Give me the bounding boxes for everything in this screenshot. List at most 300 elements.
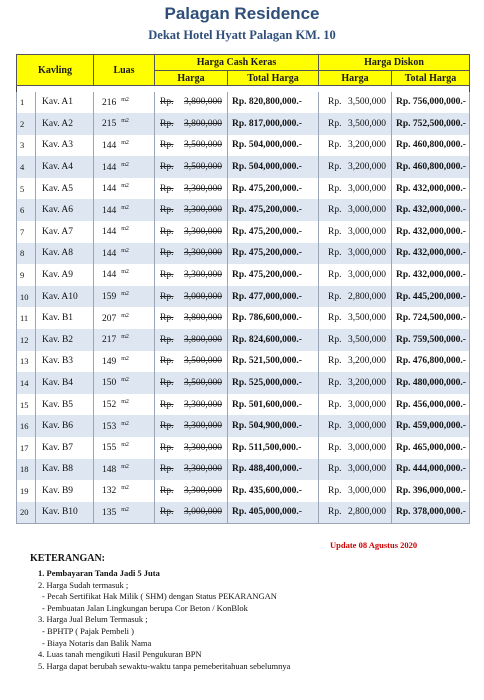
row-luas — [94, 156, 155, 178]
header-luas: Luas — [94, 55, 155, 86]
row-number: 18 — [17, 459, 36, 481]
currency-label: Rp. — [328, 140, 342, 151]
harga-diskon-value: 3,200,000 — [348, 162, 387, 173]
row-number: 1 — [17, 92, 36, 114]
harga-cash-value: 3,300,000 — [184, 248, 222, 259]
row-luas — [94, 199, 155, 221]
harga-diskon-value: 3,000,000 — [348, 205, 387, 216]
row-number: 5 — [17, 178, 36, 200]
unit-label: m2 — [121, 485, 129, 492]
currency-label: Rp. — [160, 378, 174, 389]
row-total-diskon: Rp. 432,000,000.- — [392, 178, 470, 200]
currency-label: Rp. — [328, 464, 342, 475]
row-total-diskon: Rp. 480,000,000.- — [392, 372, 470, 394]
row-total-cash: Rp. 786,600,000.- — [228, 307, 319, 329]
note-line: 2. Harga Sudah termasuk ; — [38, 579, 129, 590]
harga-cash-value: 3,300,000 — [184, 485, 222, 496]
harga-diskon-value: 3,000,000 — [348, 248, 387, 259]
table-row — [17, 372, 470, 394]
note-line: - Biaya Notaris dan Balik Nama — [42, 637, 152, 648]
row-total-diskon: Rp. 465,000,000.- — [392, 437, 470, 459]
row-total-cash: Rp. 405,000,000.- — [228, 502, 319, 524]
harga-cash-value: 3,800,000 — [184, 97, 222, 108]
row-harga-diskon — [319, 221, 392, 243]
currency-label: Rp. — [160, 183, 174, 194]
row-number: 13 — [17, 351, 36, 373]
currency-label: Rp. — [160, 270, 174, 281]
row-total-diskon: Rp. 459,000,000.- — [392, 415, 470, 437]
harga-cash-value: 3,800,000 — [184, 313, 222, 324]
harga-diskon-value: 3,000,000 — [348, 226, 387, 237]
luas-value: 144 — [102, 249, 117, 260]
row-harga-diskon — [319, 113, 392, 135]
row-harga-cash — [155, 480, 228, 502]
luas-value: 149 — [102, 357, 117, 367]
table-row — [17, 394, 470, 416]
luas-value: 135 — [102, 507, 117, 518]
unit-label: m2 — [121, 96, 129, 103]
row-total-cash: Rp. 820,800,000.- — [228, 92, 319, 114]
row-total-diskon: Rp. 432,000,000.- — [392, 199, 470, 221]
luas-value: 217 — [102, 335, 117, 346]
row-kavling: Kav. B10 — [36, 502, 94, 524]
row-total-cash: Rp. 475,200,000.- — [228, 264, 319, 286]
currency-label: Rp. — [160, 313, 174, 324]
row-total-diskon: Rp. 432,000,000.- — [392, 243, 470, 265]
row-harga-diskon — [319, 264, 392, 286]
row-kavling: Kav. A10 — [36, 286, 94, 308]
notes-list — [30, 568, 470, 672]
row-kavling: Kav. A6 — [36, 199, 94, 221]
row-total-cash: Rp. 488,400,000.- — [228, 459, 319, 481]
row-harga-diskon — [319, 459, 392, 481]
currency-label: Rp. — [328, 442, 342, 453]
row-harga-diskon — [319, 394, 392, 416]
table-row — [17, 113, 470, 135]
row-harga-cash — [155, 351, 228, 373]
row-harga-cash — [155, 286, 228, 308]
row-harga-cash — [155, 307, 228, 329]
row-harga-diskon — [319, 329, 392, 351]
row-luas — [94, 307, 155, 329]
row-luas — [94, 329, 155, 351]
currency-label: Rp. — [328, 183, 342, 194]
table-row — [17, 243, 470, 265]
currency-label: Rp. — [160, 97, 174, 108]
row-harga-cash — [155, 92, 228, 114]
harga-cash-value: 3,300,000 — [184, 270, 222, 281]
row-number: 19 — [17, 480, 36, 502]
row-total-cash: Rp. 521,500,000.- — [228, 351, 319, 373]
currency-label: Rp. — [328, 248, 342, 259]
luas-value: 144 — [102, 205, 117, 216]
currency-label: Rp. — [328, 118, 342, 129]
currency-label: Rp. — [328, 485, 342, 496]
luas-value: 153 — [102, 421, 117, 432]
unit-label: m2 — [121, 312, 129, 319]
row-total-cash: Rp. 475,200,000.- — [228, 243, 319, 265]
harga-diskon-value: 3,000,000 — [348, 464, 387, 475]
row-harga-cash — [155, 156, 228, 178]
row-kavling: Kav. B1 — [36, 307, 94, 329]
header-diskon-group: Harga Diskon — [319, 55, 470, 71]
currency-label: Rp. — [160, 399, 174, 410]
currency-label: Rp. — [160, 162, 174, 173]
harga-cash-value: 3,300,000 — [184, 442, 222, 453]
row-kavling: Kav. B3 — [36, 351, 94, 373]
row-luas — [94, 113, 155, 135]
row-harga-cash — [155, 264, 228, 286]
currency-label: Rp. — [328, 421, 342, 432]
header-kavling: Kavling — [17, 55, 94, 86]
harga-diskon-value: 3,000,000 — [348, 183, 387, 194]
row-harga-cash — [155, 372, 228, 394]
row-kavling: Kav. A3 — [36, 135, 94, 157]
currency-label: Rp. — [328, 270, 342, 281]
table-row — [17, 264, 470, 286]
row-harga-cash — [155, 437, 228, 459]
table-row — [17, 351, 470, 373]
row-total-cash: Rp. 824,600,000.- — [228, 329, 319, 351]
harga-cash-value: 3,300,000 — [184, 421, 222, 432]
row-harga-diskon — [319, 286, 392, 308]
row-number: 9 — [17, 264, 36, 286]
row-harga-diskon — [319, 135, 392, 157]
table-row — [17, 286, 470, 308]
row-number: 7 — [17, 221, 36, 243]
table-row — [17, 221, 470, 243]
note-line: - Pecah Sertifikat Hak Milik ( SHM) dengan Status PEKARANGAN — [42, 591, 277, 602]
currency-label: Rp. — [160, 205, 174, 216]
harga-cash-value: 3,300,000 — [184, 205, 222, 216]
luas-value: 150 — [102, 378, 117, 389]
row-harga-diskon — [319, 372, 392, 394]
harga-cash-value: 3,000,000 — [184, 291, 222, 302]
row-harga-diskon — [319, 502, 392, 524]
table-row — [17, 415, 470, 437]
row-kavling: Kav. B9 — [36, 480, 94, 502]
row-luas — [94, 351, 155, 373]
row-luas — [94, 264, 155, 286]
currency-label: Rp. — [328, 507, 342, 518]
harga-diskon-value: 3,000,000 — [348, 399, 387, 410]
table-row — [17, 437, 470, 459]
row-harga-cash — [155, 199, 228, 221]
row-number: 3 — [17, 135, 36, 157]
row-kavling: Kav. A2 — [36, 113, 94, 135]
row-number: 14 — [17, 372, 36, 394]
row-luas — [94, 415, 155, 437]
row-kavling: Kav. A9 — [36, 264, 94, 286]
harga-cash-value: 3,500,000 — [184, 356, 222, 367]
table-row — [17, 199, 470, 221]
table-row — [17, 480, 470, 502]
row-harga-diskon — [319, 307, 392, 329]
row-harga-diskon — [319, 351, 392, 373]
harga-cash-value: 3,300,000 — [184, 399, 222, 410]
row-harga-diskon — [319, 92, 392, 114]
harga-diskon-value: 3,200,000 — [348, 378, 387, 389]
harga-diskon-value: 3,000,000 — [348, 485, 387, 496]
row-number: 2 — [17, 113, 36, 135]
row-total-diskon: Rp. 432,000,000.- — [392, 221, 470, 243]
row-luas — [94, 372, 155, 394]
unit-label: m2 — [121, 269, 129, 276]
currency-label: Rp. — [328, 205, 342, 216]
note-line: - BPHTP ( Pajak Pembeli ) — [42, 625, 134, 636]
table-row — [17, 156, 470, 178]
header-cash-group: Harga Cash Keras — [155, 55, 319, 71]
row-luas — [94, 286, 155, 308]
harga-diskon-value: 3,000,000 — [348, 442, 387, 453]
harga-cash-value: 3,500,000 — [184, 378, 222, 389]
unit-label: m2 — [121, 204, 129, 211]
row-luas — [94, 394, 155, 416]
table-row — [17, 178, 470, 200]
page-title: Palagan Residence — [164, 4, 320, 23]
row-harga-cash — [155, 113, 228, 135]
row-total-diskon: Rp. 444,000,000.- — [392, 459, 470, 481]
unit-label: m2 — [121, 463, 129, 470]
harga-cash-value: 3,300,000 — [184, 183, 222, 194]
currency-label: Rp. — [160, 248, 174, 259]
note-line: 3. Harga Jual Belum Termasuk ; — [38, 614, 148, 625]
row-harga-cash — [155, 178, 228, 200]
luas-value: 132 — [102, 486, 117, 497]
currency-label: Rp. — [160, 507, 174, 518]
harga-diskon-value: 2,800,000 — [348, 291, 387, 302]
row-harga-diskon — [319, 156, 392, 178]
row-number: 12 — [17, 329, 36, 351]
note-line: 1. Pembayaran Tanda Jadi 5 Juta — [38, 568, 160, 578]
currency-label: Rp. — [160, 118, 174, 129]
row-harga-cash — [155, 394, 228, 416]
row-total-cash: Rp. 504,900,000.- — [228, 415, 319, 437]
unit-label: m2 — [121, 291, 129, 298]
row-kavling: Kav. A8 — [36, 243, 94, 265]
harga-cash-value: 3,800,000 — [184, 118, 222, 129]
table-header — [17, 55, 470, 86]
row-total-diskon: Rp. 445,200,000.- — [392, 286, 470, 308]
row-total-cash: Rp. 475,200,000.- — [228, 178, 319, 200]
luas-value: 216 — [102, 97, 117, 108]
row-luas — [94, 437, 155, 459]
row-kavling: Kav. B8 — [36, 459, 94, 481]
note-line: 4. Luas tanah mengikuti Hasil Pengukuran BPN — [38, 649, 202, 660]
table-row — [17, 329, 470, 351]
row-harga-diskon — [319, 415, 392, 437]
row-number: 11 — [17, 307, 36, 329]
harga-diskon-value: 3,000,000 — [348, 270, 387, 281]
row-total-cash: Rp. 511,500,000.- — [228, 437, 319, 459]
unit-label: m2 — [121, 377, 129, 384]
row-harga-cash — [155, 415, 228, 437]
currency-label: Rp. — [160, 356, 174, 367]
row-harga-cash — [155, 459, 228, 481]
row-luas — [94, 243, 155, 265]
harga-cash-value: 3,300,000 — [184, 464, 222, 475]
table-row — [17, 135, 470, 157]
luas-value: 144 — [102, 270, 117, 281]
harga-diskon-value: 3,200,000 — [348, 140, 387, 151]
unit-label: m2 — [121, 161, 129, 168]
row-kavling: Kav. B7 — [36, 437, 94, 459]
harga-cash-value: 3,000,000 — [184, 507, 222, 518]
harga-diskon-value: 3,500,000 — [348, 334, 387, 345]
luas-value: 215 — [102, 119, 117, 130]
row-total-cash: Rp. 525,000,000.- — [228, 372, 319, 394]
row-number: 17 — [17, 437, 36, 459]
row-total-cash: Rp. 817,000,000.- — [228, 113, 319, 135]
row-total-diskon: Rp. 724,500,000.- — [392, 307, 470, 329]
price-table — [16, 54, 470, 524]
luas-value: 155 — [102, 443, 117, 454]
currency-label: Rp. — [160, 485, 174, 496]
currency-label: Rp. — [328, 97, 342, 108]
row-total-diskon: Rp. 752,500,000.- — [392, 113, 470, 135]
row-kavling: Kav. A5 — [36, 178, 94, 200]
unit-label: m2 — [121, 399, 129, 406]
row-harga-diskon — [319, 480, 392, 502]
row-total-diskon: Rp. 378,000,000.- — [392, 502, 470, 524]
row-kavling: Kav. A7 — [36, 221, 94, 243]
row-luas — [94, 135, 155, 157]
row-total-diskon: Rp. 460,800,000.- — [392, 156, 470, 178]
row-number: 10 — [17, 286, 36, 308]
table-row — [17, 459, 470, 481]
currency-label: Rp. — [328, 313, 342, 324]
row-kavling: Kav. B5 — [36, 394, 94, 416]
row-harga-cash — [155, 329, 228, 351]
currency-label: Rp. — [160, 464, 174, 475]
harga-cash-value: 3,300,000 — [184, 226, 222, 237]
currency-label: Rp. — [328, 399, 342, 410]
unit-label: m2 — [121, 355, 129, 362]
row-luas — [94, 221, 155, 243]
currency-label: Rp. — [160, 421, 174, 432]
row-kavling: Kav. B2 — [36, 329, 94, 351]
row-kavling: Kav. A1 — [36, 92, 94, 114]
harga-diskon-value: 3,500,000 — [348, 97, 387, 108]
row-total-cash: Rp. 475,200,000.- — [228, 221, 319, 243]
row-number: 6 — [17, 199, 36, 221]
currency-label: Rp. — [160, 334, 174, 345]
page-subtitle: Dekat Hotel Hyatt Palagan KM. 10 — [148, 28, 336, 42]
unit-label: m2 — [121, 118, 129, 125]
row-total-cash: Rp. 504,000,000.- — [228, 135, 319, 157]
row-total-diskon: Rp. 460,800,000.- — [392, 135, 470, 157]
currency-label: Rp. — [328, 162, 342, 173]
row-total-diskon: Rp. 396,000,000.- — [392, 480, 470, 502]
table-row — [17, 502, 470, 524]
currency-label: Rp. — [160, 140, 174, 151]
row-harga-cash — [155, 135, 228, 157]
row-harga-diskon — [319, 199, 392, 221]
currency-label: Rp. — [160, 226, 174, 237]
harga-cash-value: 3,500,000 — [184, 162, 222, 173]
header-total-cash: Total Harga — [228, 71, 319, 86]
harga-cash-value: 3,800,000 — [184, 334, 222, 345]
note-line: 5. Harga dapat berubah sewaktu-waktu tanpa pemeberitahuan sebelumnya — [38, 660, 291, 671]
row-harga-cash — [155, 243, 228, 265]
harga-diskon-value: 3,500,000 — [348, 118, 387, 129]
luas-value: 207 — [102, 313, 117, 324]
harga-cash-value: 3,500,000 — [184, 140, 222, 151]
luas-value: 144 — [102, 227, 117, 238]
row-total-cash: Rp. 477,000,000.- — [228, 286, 319, 308]
row-luas — [94, 480, 155, 502]
unit-label: m2 — [121, 247, 129, 254]
currency-label: Rp. — [328, 356, 342, 367]
row-number: 16 — [17, 415, 36, 437]
row-number: 4 — [17, 156, 36, 178]
luas-value: 159 — [102, 292, 117, 303]
header-harga-diskon: Harga — [319, 71, 392, 86]
row-luas — [94, 459, 155, 481]
currency-label: Rp. — [328, 291, 342, 302]
luas-value: 152 — [102, 400, 117, 411]
harga-diskon-value: 3,500,000 — [348, 313, 387, 324]
luas-value: 144 — [102, 162, 117, 173]
header-total-diskon: Total Harga — [392, 71, 470, 86]
currency-label: Rp. — [328, 226, 342, 237]
row-number: 8 — [17, 243, 36, 265]
unit-label: m2 — [121, 506, 129, 513]
unit-label: m2 — [121, 226, 129, 233]
row-number: 20 — [17, 502, 36, 524]
currency-label: Rp. — [160, 291, 174, 302]
luas-value: 144 — [102, 141, 117, 152]
row-luas — [94, 502, 155, 524]
row-harga-diskon — [319, 243, 392, 265]
row-total-cash: Rp. 501,600,000.- — [228, 394, 319, 416]
row-kavling: Kav. B4 — [36, 372, 94, 394]
row-number: 15 — [17, 394, 36, 416]
update-note: Update 08 Agustus 2020 — [330, 540, 418, 550]
row-total-cash: Rp. 435,600,000.- — [228, 480, 319, 502]
unit-label: m2 — [121, 183, 129, 190]
notes-section — [30, 553, 470, 672]
unit-label: m2 — [121, 442, 129, 449]
row-total-diskon: Rp. 456,000,000.- — [392, 394, 470, 416]
row-harga-cash — [155, 502, 228, 524]
luas-value: 144 — [102, 184, 117, 195]
currency-label: Rp. — [328, 378, 342, 389]
row-total-diskon: Rp. 756,000,000.- — [392, 92, 470, 114]
table-row — [17, 92, 470, 114]
currency-label: Rp. — [328, 334, 342, 345]
table-row — [17, 307, 470, 329]
notes-heading: KETERANGAN: — [30, 553, 106, 564]
header-harga-cash: Harga — [155, 71, 228, 86]
note-line: - Pembuatan Jalan Lingkungan berupa Cor Beton / KonBlok — [42, 602, 248, 613]
row-harga-diskon — [319, 178, 392, 200]
row-luas — [94, 178, 155, 200]
row-harga-diskon — [319, 437, 392, 459]
table-body — [17, 86, 470, 524]
harga-diskon-value: 3,000,000 — [348, 421, 387, 432]
unit-label: m2 — [121, 420, 129, 427]
row-kavling: Kav. B6 — [36, 415, 94, 437]
harga-diskon-value: 3,200,000 — [348, 356, 387, 367]
row-total-diskon: Rp. 432,000,000.- — [392, 264, 470, 286]
row-harga-cash — [155, 221, 228, 243]
row-total-cash: Rp. 475,200,000.- — [228, 199, 319, 221]
luas-value: 148 — [102, 464, 117, 475]
row-luas — [94, 92, 155, 114]
row-kavling: Kav. A4 — [36, 156, 94, 178]
row-total-cash: Rp. 504,000,000.- — [228, 156, 319, 178]
